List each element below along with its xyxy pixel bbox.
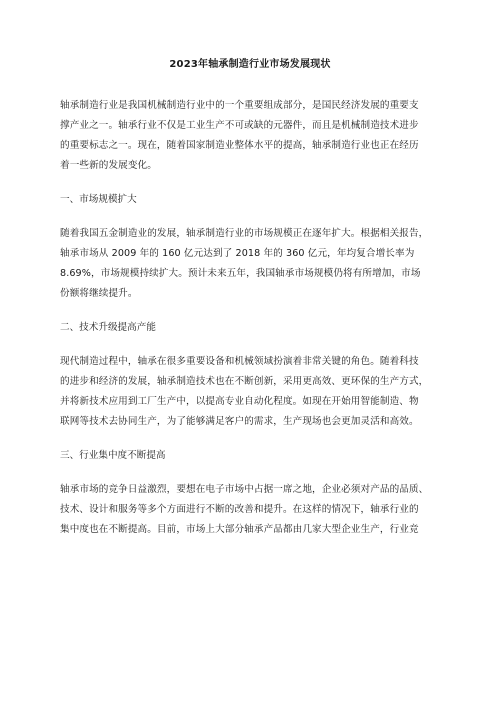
paragraph-line: 集中度也在不断提高。目前，市场上大部分轴承产品都由几家大型企业生产，行业竞 [60,524,419,535]
paragraph-line: 轴承市场从 2009 年的 160 亿元达到了 2018 年的 360 亿元，年均复合增长率为 [60,248,415,259]
paragraph-line: 的进步和经济的发展，轴承制造技术也在不断创新，采用更高效、更环保的生产方式， [60,376,429,387]
section-paragraph-concentration [60,480,440,540]
paragraph-line: 随着我国五金制造业的发展，轴承制造行业的市场规模正在逐年扩大。根据相关报告， [60,228,429,239]
paragraph-line: 份额将继续提升。 [60,288,138,299]
paragraph-line: 现代制造过程中，轴承在很多重要设备和机械领域扮演着非常关键的角色。随着科技 [60,356,419,367]
paragraph-line: 8.69%，市场规模持续扩大。预计未来五年，我国轴承市场规模仍将有所增加，市场 [60,268,421,279]
section-heading-concentration: 三、行业集中度不断提高 [60,450,166,461]
paragraph-line: 并将新技术应用到工厂生产中，以提高专业自动化程度。如现在开始用智能制造、物 [60,396,419,407]
paragraph-line: 轴承市场的竞争日益激烈，要想在电子市场中占据一席之地，企业必须对产品的品质、 [60,484,429,495]
document-title: 2023年轴承制造行业市场发展现状 [169,59,331,70]
intro-line: 的重要标志之一。现在，随着国家制造业整体水平的提高，轴承制造行业也正在经历 [60,140,419,151]
intro-line: 轴承制造行业是我国机械制造行业中的一个重要组成部分，是国民经济发展的重要支 [60,100,419,111]
paragraph-line: 技术、设计和服务等多个方面进行不断的改善和提升。在这样的情况下，轴承行业的 [60,504,419,515]
section-paragraph-tech-upgrade [60,352,440,432]
paragraph-line: 联网等技术去协同生产，为了能够满足客户的需求，生产现场也会更加灵活和高效。 [60,416,419,427]
intro-line: 撑产业之一。轴承行业不仅是工业生产不可或缺的元器件，而且是机械制造技术进步 [60,120,419,131]
section-paragraph-market-scale [60,224,440,304]
section-heading-market-scale: 一、市场规模扩大 [60,194,137,205]
section-heading-tech-upgrade: 二、技术升级提高产能 [60,322,156,333]
intro-line: 着一些新的发展变化。 [60,160,157,171]
intro-paragraph [60,96,440,176]
